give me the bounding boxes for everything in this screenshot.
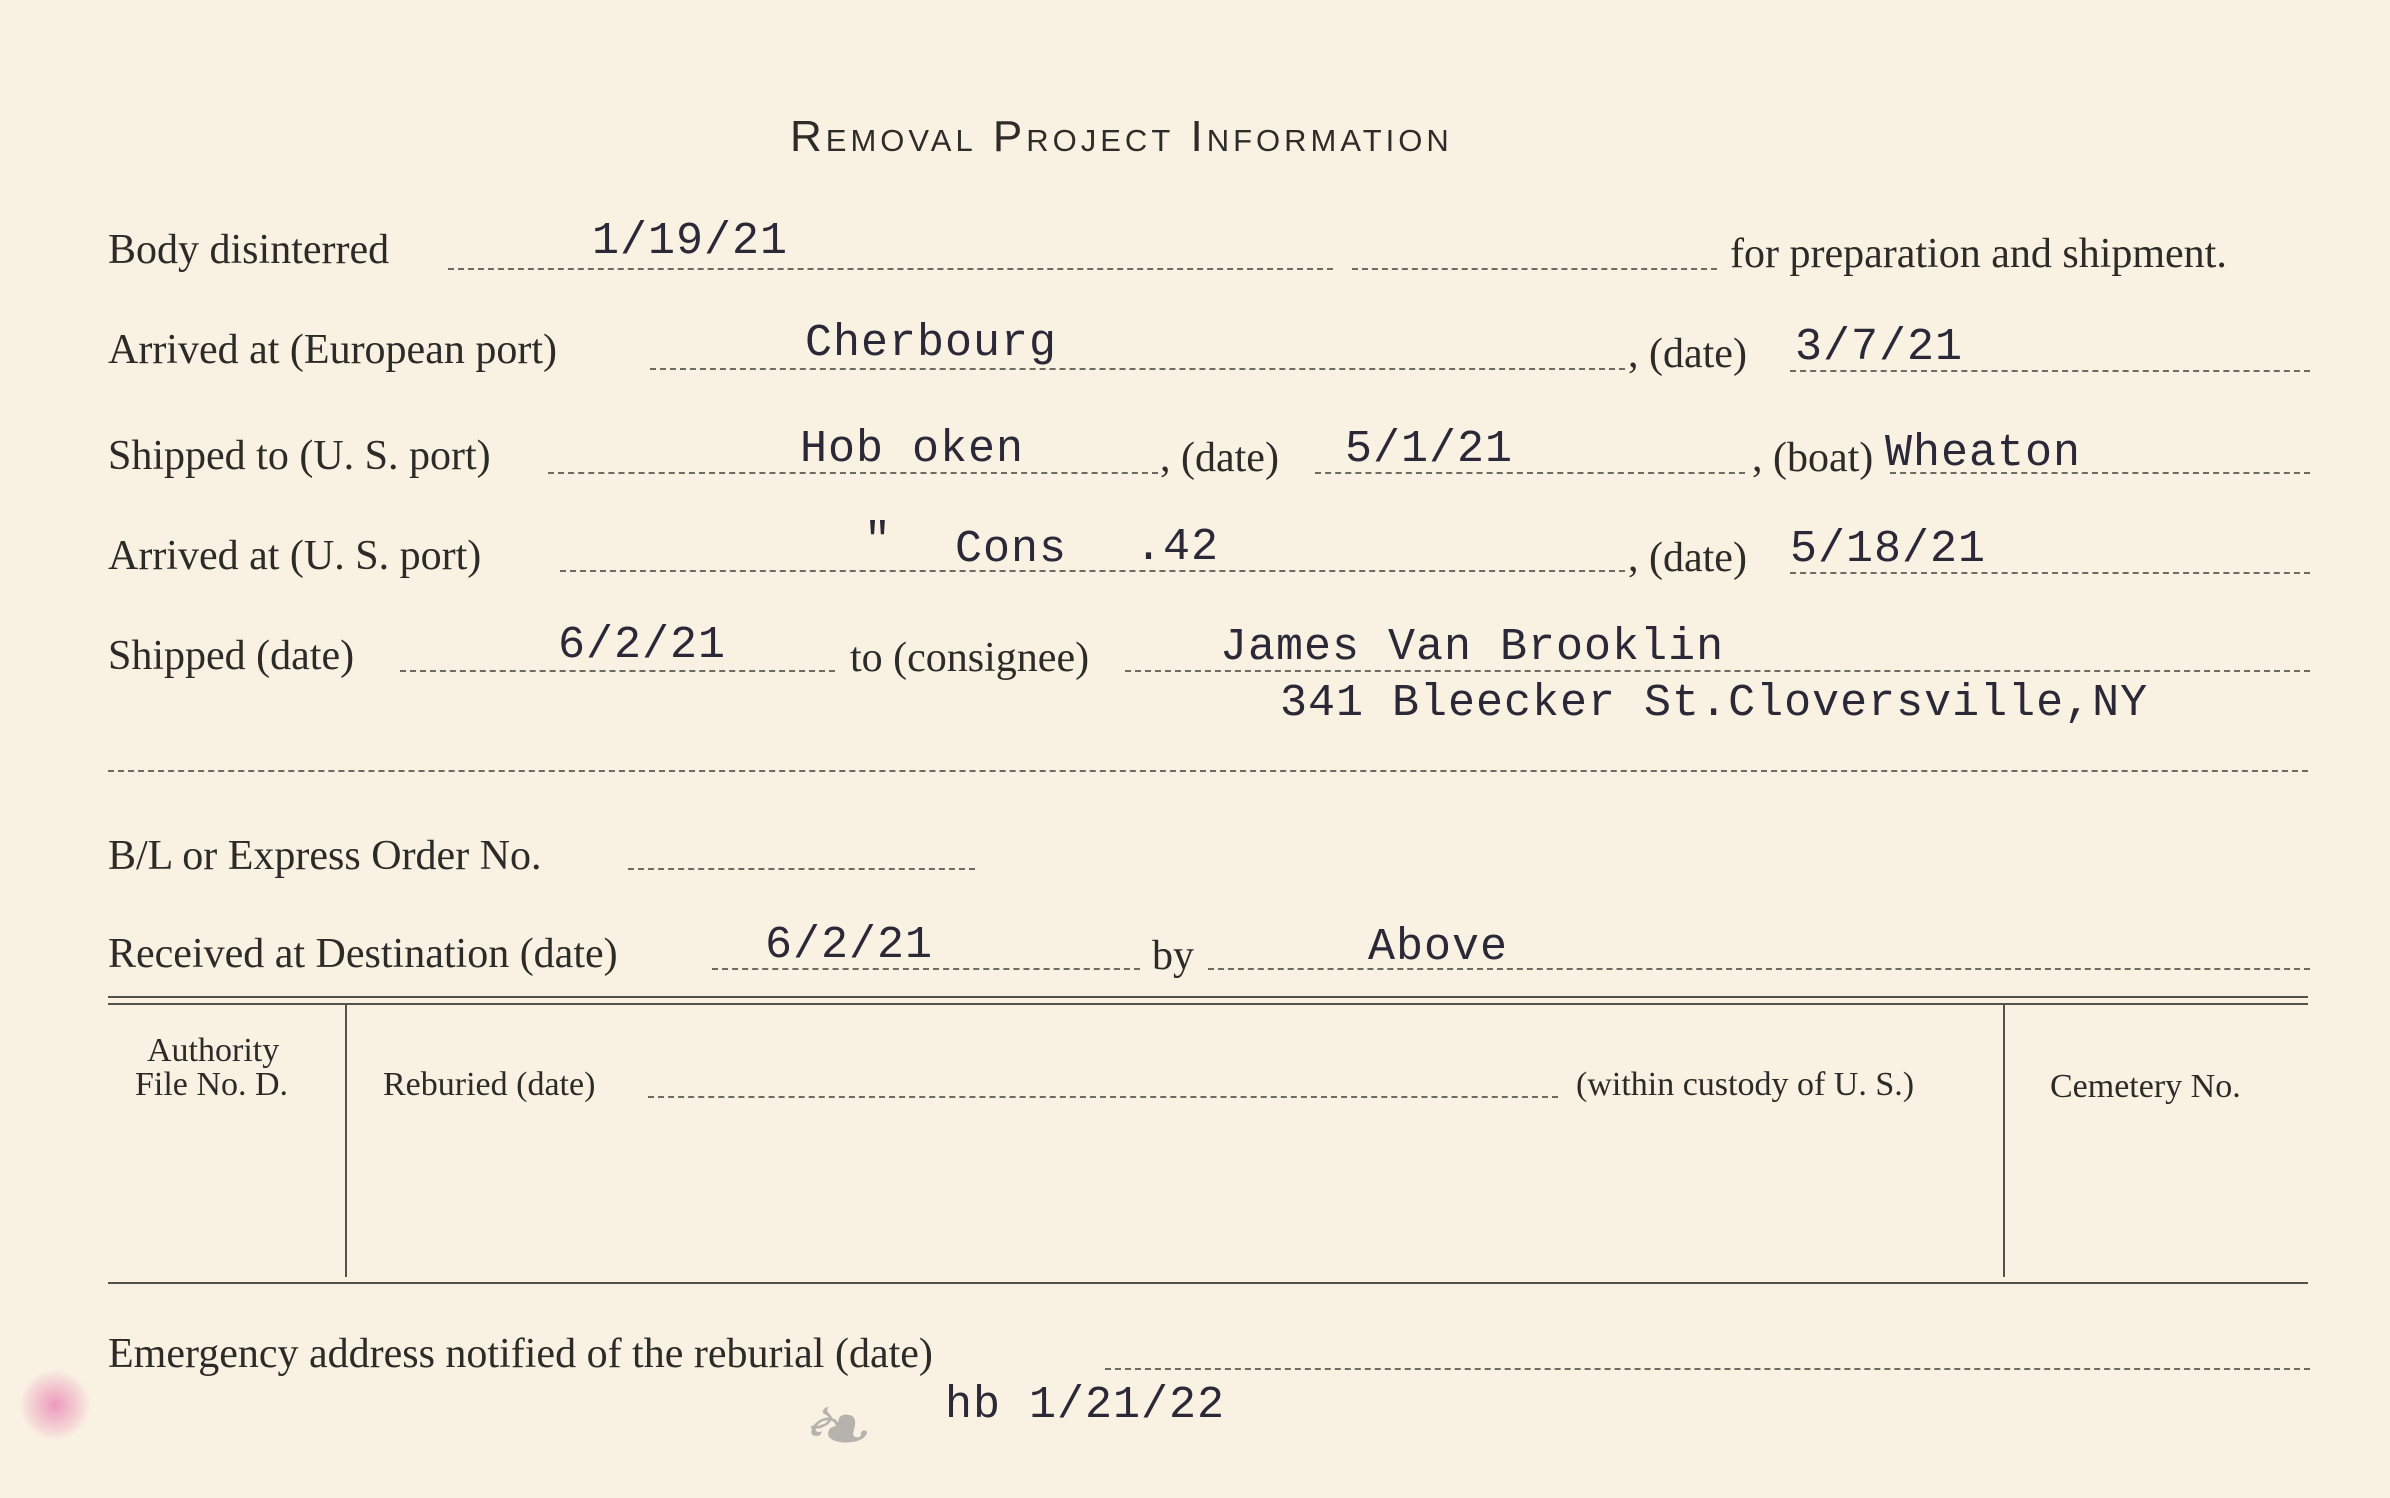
label-bl-order: B/L or Express Order No.: [108, 833, 542, 879]
pencil-mark-icon: ❧: [791, 1374, 876, 1479]
table-divider-left: [345, 1005, 347, 1277]
value-body-disinterred: 1/19/21: [592, 216, 789, 267]
line-body-disinterred: [448, 268, 1333, 270]
label-file-no: File No. D.: [135, 1066, 288, 1103]
table-top-rule: [108, 996, 2308, 998]
label-shipped-us-port: Shipped to (U. S. port): [108, 433, 491, 479]
label-custody: (within custody of U. S.): [1576, 1066, 1915, 1103]
label-european-date: , (date): [1628, 331, 1747, 377]
label-consignee: to (consignee): [850, 635, 1090, 681]
line-emergency: [1105, 1368, 2310, 1370]
label-received: Received at Destination (date): [108, 931, 618, 977]
value-received-by: Above: [1368, 922, 1509, 973]
value-arrived-us-port: Cons: [955, 524, 1068, 575]
line-reburied: [648, 1096, 1558, 1098]
line-bl-order: [628, 868, 975, 870]
table-bottom-rule: [108, 1282, 2308, 1284]
table-top-rule-2: [108, 1003, 2308, 1005]
value-shipped: 6/2/21: [558, 620, 727, 671]
label-boat: , (boat): [1752, 435, 1874, 481]
value-european-port: Cherbourg: [805, 318, 1058, 369]
value-us-port: Hob oken: [800, 424, 1025, 475]
table-divider-right: [2003, 1005, 2005, 1277]
line-body-disinterred-2: [1352, 268, 1717, 270]
value-consignee-address: 341 Bleecker St.Cloversville,NY: [1280, 678, 2149, 729]
value-shipped-date: 5/1/21: [1345, 424, 1514, 475]
line-arrived-us-port: [560, 570, 1625, 572]
value-arrived-us-note: .42: [1135, 522, 1220, 573]
label-preparation-shipment: for preparation and shipment.: [1730, 231, 2227, 277]
line-european-port: [650, 368, 1625, 370]
line-extra: [108, 770, 2308, 772]
ink-stamp-icon: [20, 1370, 90, 1440]
value-arrived-us-date: 5/18/21: [1790, 524, 1987, 575]
label-arrived-us-port: Arrived at (U. S. port): [108, 533, 482, 579]
label-arrived-european-port: Arrived at (European port): [108, 327, 557, 373]
label-arrived-us-date: , (date): [1628, 535, 1747, 581]
value-emergency: hb 1/21/22: [945, 1380, 1226, 1431]
value-boat: Wheaton: [1885, 428, 2082, 479]
value-european-date: 3/7/21: [1795, 322, 1964, 373]
label-reburied: Reburied (date): [383, 1066, 596, 1103]
label-received-by: by: [1152, 933, 1194, 979]
page-title: Removal Project Information: [790, 112, 1453, 161]
value-consignee-name: James Van Brooklin: [1220, 622, 1725, 673]
value-ditto-mark: ": [864, 516, 893, 567]
label-emergency: Emergency address notified of the reburial (date): [108, 1331, 933, 1377]
label-cemetery: Cemetery No.: [2050, 1068, 2241, 1105]
label-body-disinterred: Body disinterred: [108, 227, 390, 273]
value-received-date: 6/2/21: [765, 920, 934, 971]
label-shipped: Shipped (date): [108, 633, 355, 679]
label-shipped-date: , (date): [1160, 435, 1279, 481]
label-authority: Authority: [147, 1032, 280, 1069]
